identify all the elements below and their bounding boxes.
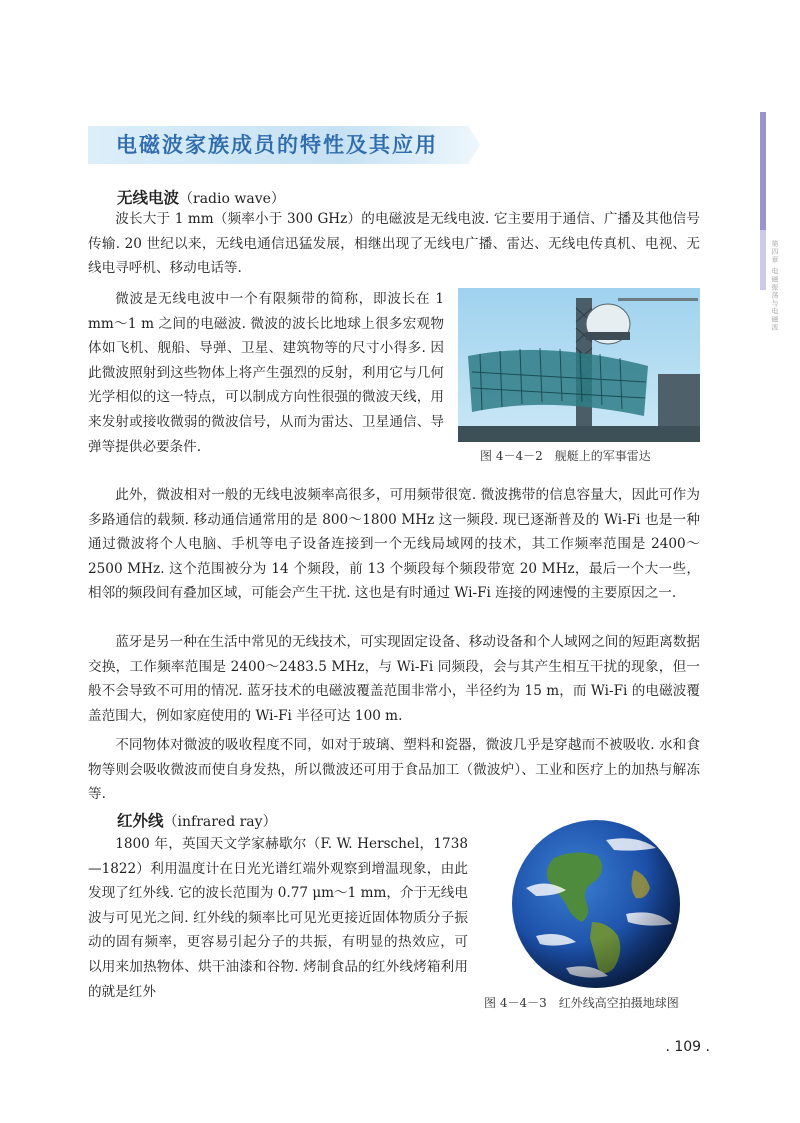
paragraph-microwave-absorption: 不同物体对微波的吸收程度不同，如对于玻璃、塑料和瓷器，微波几乎是穿越而不被吸收. 水和食物等则会吸收微波而使自身发热，所以微波还可用于食品加工（微波炉）、工业和医疗上的加热与解冻等. — [88, 737, 700, 803]
heading-radio-wave-en: （radio wave） — [179, 191, 285, 207]
heading-infrared-en: （infrared ray） — [163, 814, 277, 830]
section-title: 电磁波家族成员的特性及其应用 — [116, 133, 438, 157]
heading-infrared-cn: 红外线 — [117, 812, 164, 830]
paragraph-infrared: 1800 年，英国天文学家赫歇尔（F. W. Herschel，1738—1822）利用温度计在日光光谱红端外观察到增温现象，由此发现了红外线. 它的波长范围为 0.77 μm～1 mm，介于无线电波与可见光之间. 红外线的频率比可见光更接近固体物质分子振动的固有频率，更容易引起分子的共振，有明显的热效应，可以用来加热物体、烘干油漆和谷物. 烤制食品的红外线烤箱利用的就是红外 — [88, 836, 468, 1000]
paragraph-microwave: 微波是无线电波中一个有限频带的简称，即波长在 1 mm～1 m 之间的电磁波. 微波的波长比地球上很多宏观物体如飞机、舰船、导弹、卫星、建筑物等的尺寸小得多. 因此微波照射到这些物体上将产生强烈的反射，利用它与几何光学相似的这一特点，可以制成方向性很强的微波天线，用来发射或接收微弱的微波信号，从而为雷达、卫星通信、导弹等提供必要条件. — [88, 291, 444, 455]
chapter-tab-strip — [760, 112, 766, 230]
radar-image — [458, 288, 700, 442]
caption-ship-radar: 图 4－4－2 舰艇上的军事雷达 — [480, 449, 651, 463]
caption-earth: 图 4－4－3 红外线高空拍摄地球图 — [484, 996, 679, 1010]
heading-radio-wave — [117, 186, 285, 208]
earth-image — [496, 818, 696, 990]
figure-earth — [496, 818, 696, 990]
figure-ship-radar — [458, 288, 700, 442]
chapter-side-label: 第四章 电磁振荡与电磁波 — [771, 240, 779, 332]
heading-infrared — [117, 809, 277, 831]
paragraph-radio-intro: 波长大于 1 mm（频率小于 300 GHz）的电磁波是无线电波. 它主要用于通信、广播及其他信号传输. 20 世纪以来，无线电通信迅猛发展，相继出现了无线电广播、雷达、无线电传真机、电视、无线电寻呼机、移动电话等. — [88, 211, 700, 277]
heading-radio-wave-cn: 无线电波 — [117, 189, 180, 207]
paragraph-bluetooth: 蓝牙是另一种在生活中常见的无线技术，可实现固定设备、移动设备和个人域网之间的短距离数据交换，工作频率范围是 2400～2483.5 MHz，与 Wi-Fi 同频段，会与其产生相互干扰的现象，但一般不会导致不可用的情况. 蓝牙技术的电磁波覆盖范围非常小，半径约为 15 m，而 Wi-Fi 的电磁波覆盖范围大，例如家庭使用的 Wi-Fi 半径可达 100 m. — [88, 634, 700, 724]
paragraph-microwave-bandwidth: 此外，微波相对一般的无线电波频率高很多，可用频带很宽. 微波携带的信息容量大，因此可作为多路通信的载频. 移动通信通常用的是 800～1800 MHz 这一频段. 现已逐渐普及的 Wi-Fi 也是一种通过微波将个人电脑、手机等电子设备连接到一个无线局域网的技术，其工作频率范围是 2400～2500 MHz. 这个范围被分为 14 个频段，前 13 个频段每个频段带宽 20 MHz，最后一个大一些，相邻的频段间有叠加区域，可能会产生干扰. 这也是有时通过 Wi-Fi 连接的网速慢的主要原因之一. — [88, 487, 700, 602]
page-number: . 109 . — [665, 1039, 710, 1055]
